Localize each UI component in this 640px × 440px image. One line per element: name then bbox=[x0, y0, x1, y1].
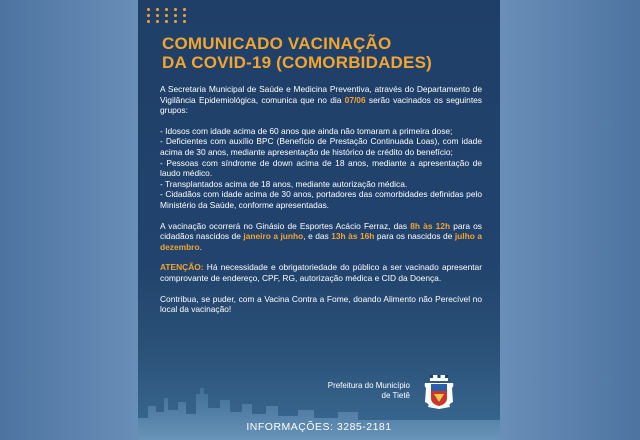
schedule-text: . bbox=[199, 241, 202, 252]
announcement-poster bbox=[138, 0, 500, 440]
title-line-2: DA COVID-19 (COMORBIDADES) bbox=[162, 53, 432, 72]
municipality-line-1: Prefeitura do Município bbox=[327, 381, 410, 390]
attention-label: ATENÇÃO: bbox=[160, 262, 204, 273]
schedule-text: para os cidadãos nascidos de bbox=[160, 220, 482, 242]
municipality-name bbox=[328, 381, 410, 401]
title-line-1: COMUNICADO VACINAÇÃO bbox=[162, 34, 392, 53]
poster-title bbox=[162, 34, 482, 72]
intro-paragraph bbox=[160, 84, 482, 116]
intro-date: 07/06 bbox=[344, 94, 366, 105]
schedule-afternoon-hours: 13h às 16h bbox=[331, 231, 375, 242]
group-item: - Cidadãos com idade acima de 30 anos, portadores das comorbidades definidas pelo Ministério da Saúde, conforme apresentadas. bbox=[160, 189, 482, 210]
intro-text-after: serão vacinados os seguintes grupos: bbox=[160, 94, 482, 116]
poster-body bbox=[160, 84, 482, 325]
group-item: - Pessoas com síndrome de down acima de 18 anos, mediante a apresentação de laudo médico. bbox=[160, 157, 482, 179]
group-item: - Transplantados acima de 18 anos, mediante autorização médica. bbox=[160, 178, 408, 189]
schedule-text: , e das bbox=[303, 231, 332, 242]
groups-list bbox=[160, 126, 482, 211]
group-item: - Deficientes com auxílio BPC (Benefício de Prestação Continuada Loas), com idade acima de 30 anos, mediante apresentação de histórico de crédito do benefício; bbox=[160, 136, 482, 157]
information-phone: INFORMAÇÕES: 3285-2181 bbox=[246, 421, 392, 433]
intro-text-before: A Secretaria Municipal de Saúde e Medicina Preventiva, através do Departamento de Vigilância Epidemiológica, comunica que no dia bbox=[160, 84, 482, 105]
attention-paragraph bbox=[160, 262, 482, 283]
attention-text: Há necessidade e obrigatoriedade do público a ser vacinado apresentar comprovante de endereço, CPF, RG, autorização médica e CID da Doença. bbox=[160, 262, 482, 283]
schedule-paragraph bbox=[160, 221, 482, 253]
municipal-coat-of-arms-icon bbox=[422, 374, 456, 410]
schedule-morning-months: janeiro a junho bbox=[243, 231, 304, 242]
contribute-paragraph: Contribua, se puder, com a Vacina Contra a Fome, doando Alimento não Perecível no local da vacinação! bbox=[160, 293, 482, 315]
municipality-line-2: de Tietê bbox=[381, 391, 410, 400]
decorative-dot-grid-icon bbox=[147, 8, 189, 23]
schedule-afternoon-months: julho a dezembro bbox=[160, 231, 482, 252]
schedule-text: para os nascidos de bbox=[374, 231, 455, 242]
schedule-text: A vacinação ocorrerá no Ginásio de Esportes Acácio Ferraz, das bbox=[160, 220, 411, 231]
schedule-morning-hours: 8h às 12h bbox=[410, 220, 451, 231]
group-item: - Idosos com idade acima de 60 anos que ainda não tomaram a primeira dose; bbox=[160, 125, 453, 136]
